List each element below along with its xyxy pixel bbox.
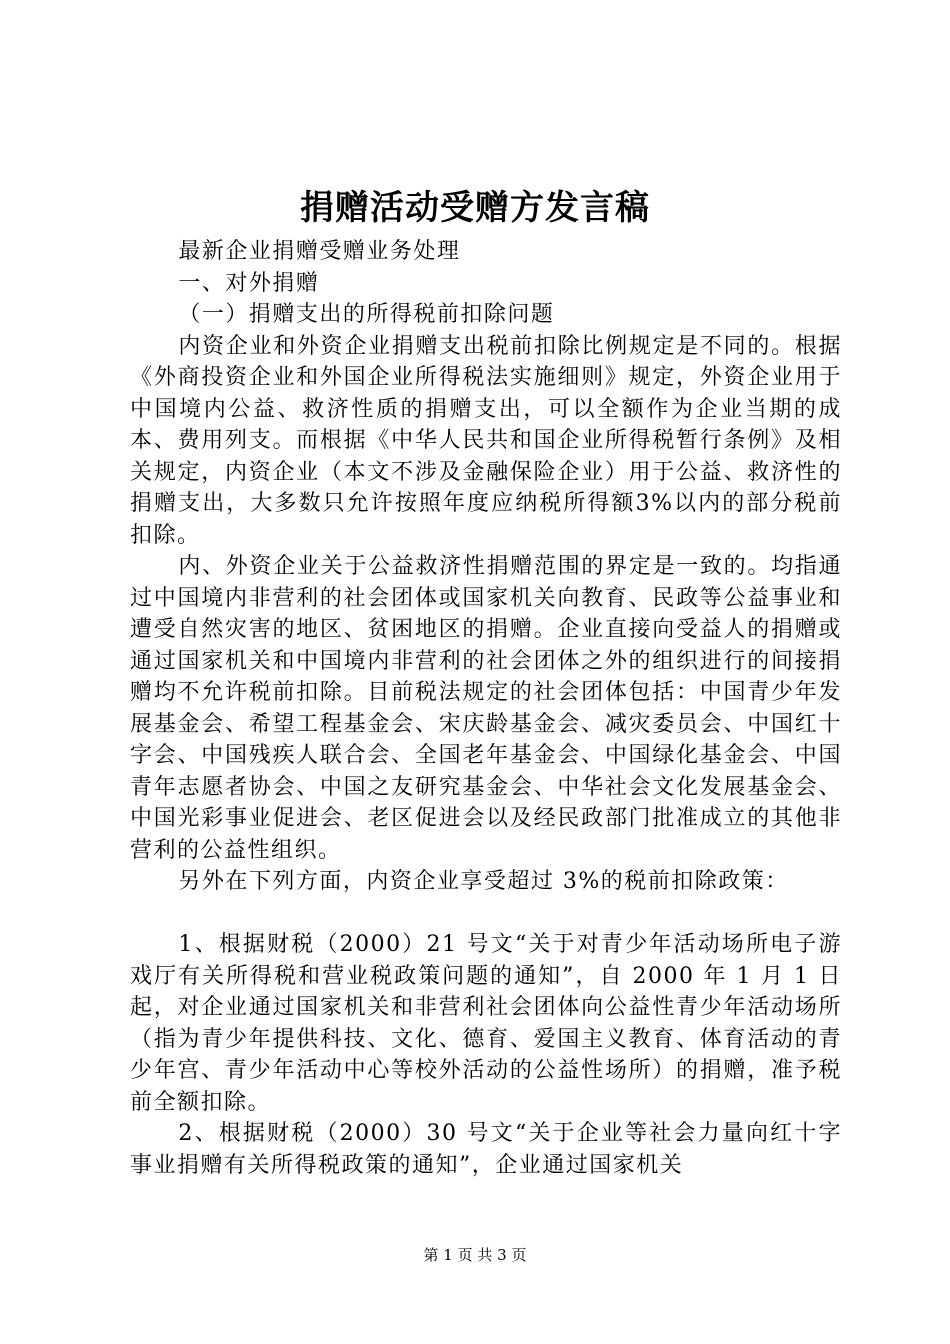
body-paragraph: 2、根据财税（2000）30 号文“关于企业等社会力量向红十字事业捐赠有关所得税政策的通知”，企业通过国家机关 <box>130 1121 842 1178</box>
page-footer: 第 1 页 共 3 页 <box>423 1246 527 1264</box>
document-title: 捐赠活动受赠方发言稿 <box>300 188 650 228</box>
subsection-heading: （一）捐赠支出的所得税前扣除问题 <box>178 302 555 327</box>
blank-line <box>130 898 842 930</box>
body-paragraph: 1、根据财税（2000）21 号文“关于对青少年活动场所电子游戏厅有关所得税和营业税政策问题的通知”，自 2000 年 1 月 1 日起，对企业通过国家机关和非营利社会团体向公益性青少年活动场所（指为青少年提供科技、文化、德育、爱国主义教育、体育活动的青少年宫、青少年活动中心等校外活动的公益性场所）的捐赠，准予税前全额扣除。 <box>130 932 842 1115</box>
body-paragraph: 内、外资企业关于公益救济性捐赠范围的界定是一致的。均指通过中国境内非营利的社会团体或国家机关向教育、民政等公益事业和遭受自然灾害的地区、贫困地区的捐赠。企业直接向受益人的捐赠或通过国家机关和中国境内非营利的社会团体之外的组织进行的间接捐赠均不允许税前扣除。目前税法规定的社会团体包括：中国青少年发展基金会、希望工程基金会、宋庆龄基金会、减灾委员会、中国红十字会、中国残疾人联合会、全国老年基金会、中国绿化基金会、中国青年志愿者协会、中国之友研究基金会、中华社会文化发展基金会、中国光彩事业促进会、老区促进会以及经民政部门批准成立的其他非营利的公益性组织。 <box>130 554 842 863</box>
section-heading: 一、对外捐赠 <box>178 270 320 296</box>
body-paragraph: 另外在下列方面，内资企业享受超过 3%的税前扣除政策： <box>178 869 789 894</box>
document-body <box>130 236 842 1181</box>
body-paragraph: 内资企业和外资企业捐赠支出税前扣除比例规定是不同的。根据《外商投资企业和外国企业所得税法实施细则》规定，外资企业用于中国境内公益、救济性质的捐赠支出，可以全额作为企业当期的成本、费用列支。而根据《中华人民共和国企业所得税暂行条例》及相关规定，内资企业（本文不涉及金融保险企业）用于公益、救济性的捐赠支出，大多数只允许按照年度应纳税所得额3%以内的部分税前扣除。 <box>130 333 842 548</box>
subtitle-paragraph: 最新企业捐赠受赠业务处理 <box>178 239 461 264</box>
